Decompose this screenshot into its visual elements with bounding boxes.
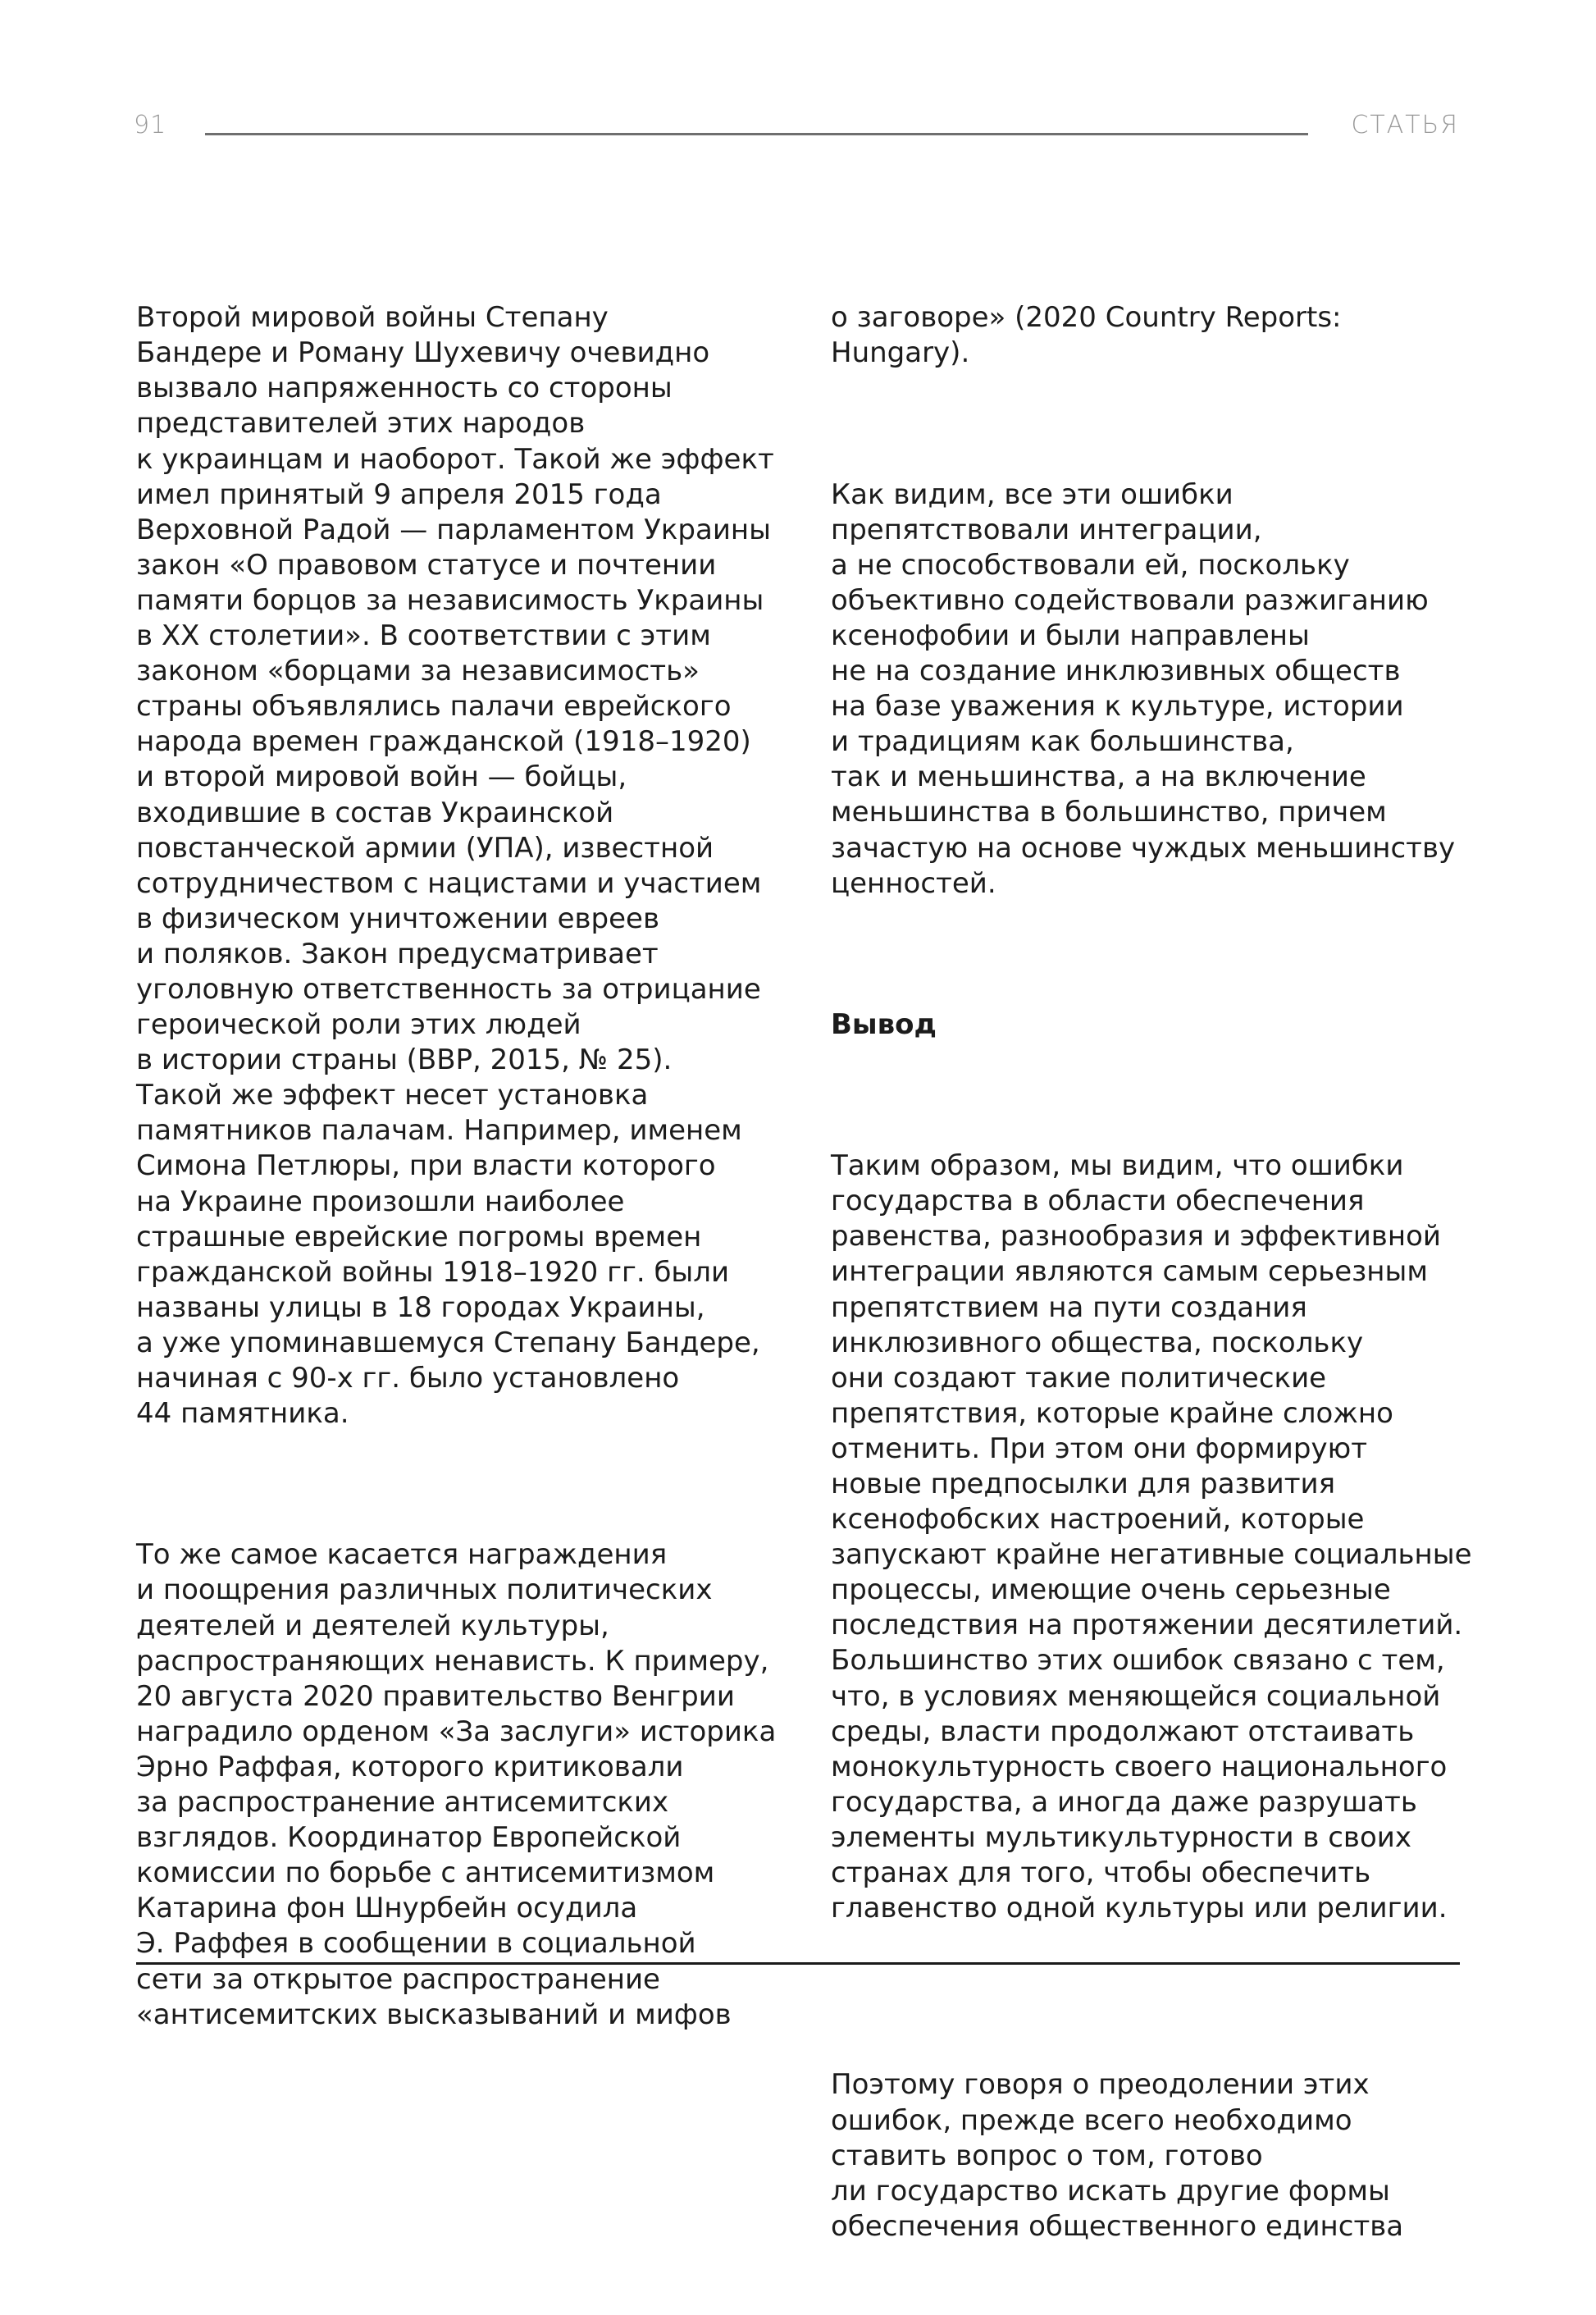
right-paragraph-2: Как видим, все эти ошибки препятствовали интеграции, а не способствовали ей, поскольку объективно содействовали разжиганию ксенофобии и были направлены не на создание инклюзивных обществ на базе уважения к культуре, истории и традициям как большинства, так и меньшинства, а на включение меньшинства в большинство, причем зачастую на основе чуждых меньшинству ценностей. <box>831 477 1456 900</box>
footer-divider <box>136 1962 1460 1965</box>
left-column <box>136 230 776 2103</box>
right-paragraph-4: Поэтому говоря о преодолении этих ошибок, прежде всего необходимо ставить вопрос о том, готово ли государство искать другие формы обеспечения общественного единства <box>831 2068 1404 2243</box>
left-paragraph-1: Второй мировой войны Степану Бандере и Роману Шухевичу очевидно вызвало напряженность со стороны представителей этих народов к украинцам и наоборот. Такой же эффект имел принятый 9 апреля 2015 года Верховной Радой — парламентом Украины закон «О правовом статусе и почтении памяти борцов за независимость Украины в XX столетии». В соответствии с этим законом «борцами за независимость» страны объявлялись палачи еврейского народа времен гражданской (1918–1920) и второй мировой войн — бойцы, входившие в состав Украинской повстанческой армии (УПА), известной сотрудничеством с нацистами и участием в физическом уничтожении евреев и поляков. Закон предусматривает уголовную ответственность за отрицание героической роли этих людей в истории страны (ВВР, 2015, № 25). Такой же эффект несет установка памятников палачам. Например, именем Симона Петлюры, при власти которого на Украине произошли наиболее страшные еврейские погромы времен гражданской войны 1918–1920 гг. были названы улицы в 18 городах Украины, а уже упоминавшемуся Степану Бандере, начиная с 90-х гг. было установлено 44 памятника. <box>136 301 774 1431</box>
right-paragraph-1: о заговоре» (2020 Country Reports: Hungary). <box>831 301 1342 370</box>
page-number: 91 <box>134 111 167 139</box>
section-heading-conclusion: Вывод <box>831 1007 937 1041</box>
right-column <box>831 230 1487 2315</box>
section-label: СТАТЬЯ <box>1351 111 1459 139</box>
left-paragraph-2: То же самое касается награждения и поощрения различных политических деятелей и деятелей культуры, распространяющих ненависть. К примеру, 20 августа 2020 правительство Венгрии наградило орденом «За заслуги» историка Эрно Раффая, которого критиковали за распространение антисемитских взглядов. Координатор Европейской комиссии по борьбе с антисемитизмом Катарина фон Шнурбейн осудила Э. Раффея в сообщении в социальной сети за открытое распространение «антисемитских высказываний и мифов <box>136 1538 777 2031</box>
header-divider <box>205 133 1308 135</box>
right-paragraph-3: Таким образом, мы видим, что ошибки государства в области обеспечения равенства, разнообразия и эффективной интеграции являются самым серьезным препятствием на пути создания инклюзивного общества, поскольку они создают такие политические препятствия, которые крайне сложно отменить. При этом они формируют новые предпосылки для развития ксенофобских настроений, которые запускают крайне негативные социальные процессы, имеющие очень серьезные последствия на протяжении десятилетий. Большинство этих ошибок связано с тем, что, в условиях меняющейся социальной среды, власти продолжают отстаивать монокультурность своего национального государства, а иногда даже разрушать элементы мультикультурности в своих странах для того, чтобы обеспечить главенство одной культуры или религии. <box>831 1149 1472 1925</box>
